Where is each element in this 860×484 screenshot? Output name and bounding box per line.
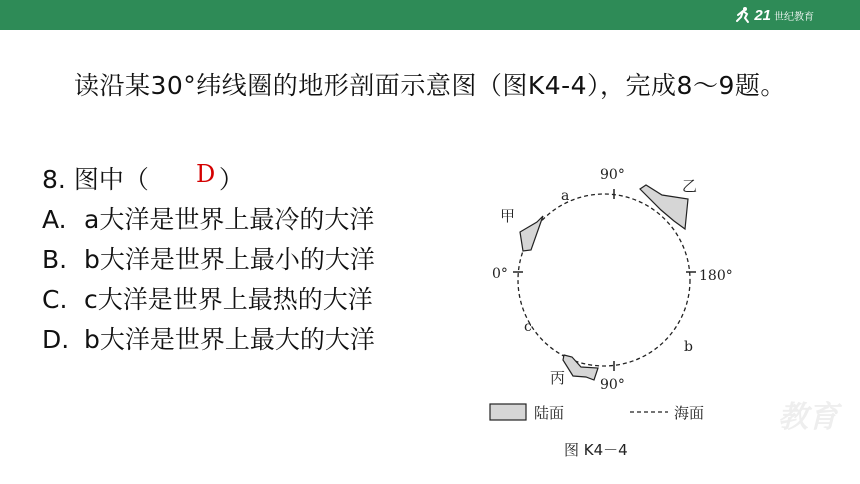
label-ocean-c: c	[524, 319, 532, 335]
label-jia: 甲	[500, 207, 516, 225]
land-bing-shape	[563, 355, 598, 380]
label-ocean-b: b	[684, 339, 693, 355]
label-lon-right: 180°	[699, 268, 733, 284]
label-yi: 乙	[682, 177, 698, 195]
figure-caption: 图 K4－4	[564, 441, 628, 459]
watermark: 教育	[778, 401, 838, 434]
answer-mark: D	[196, 160, 216, 188]
legend-sea-label: 海面	[674, 404, 705, 422]
question-stem	[42, 160, 375, 200]
option-c[interactable]	[42, 280, 375, 320]
question-number: 8.	[42, 165, 66, 194]
label-bing: 丙	[550, 369, 566, 387]
option-letter: D.	[42, 325, 70, 354]
logo-text: 21	[754, 6, 771, 24]
stem-end: ）	[218, 165, 244, 194]
option-text: b大洋是世界上最小的大洋	[84, 245, 375, 274]
label-lon-top: 90°	[600, 167, 625, 183]
runner-icon	[734, 6, 752, 24]
legend-land-swatch	[490, 404, 526, 420]
legend-land-label: 陆面	[534, 404, 565, 422]
intro-sentence: 读沿某30°纬线圈的地形剖面示意图（图K4-4），完成8～9题。	[74, 71, 786, 100]
option-letter: C.	[42, 285, 68, 314]
logo-subtext: 世纪教育	[774, 11, 814, 23]
option-d[interactable]	[42, 320, 375, 360]
top-banner	[0, 0, 860, 30]
question-8	[42, 160, 375, 360]
label-ocean-a: a	[561, 188, 570, 204]
option-letter: B.	[42, 245, 68, 274]
option-a[interactable]	[42, 200, 375, 240]
latitude-profile-diagram	[480, 155, 780, 465]
option-text: c大洋是世界上最热的大洋	[84, 285, 373, 314]
option-text: a大洋是世界上最冷的大洋	[84, 205, 375, 234]
site-logo	[734, 5, 814, 25]
option-letter: A.	[42, 205, 67, 234]
land-jia-shape	[520, 216, 543, 251]
label-lon-left: 0°	[492, 266, 508, 282]
option-text: b大洋是世界上最大的大洋	[84, 325, 375, 354]
option-b[interactable]	[42, 240, 375, 280]
profile-figure	[480, 155, 780, 465]
intro-text	[30, 64, 830, 108]
land-yi-shape	[640, 185, 688, 229]
sea-level-circle	[518, 194, 690, 366]
stem-start: 图中（	[73, 165, 149, 194]
label-lon-bottom: 90°	[600, 377, 625, 393]
